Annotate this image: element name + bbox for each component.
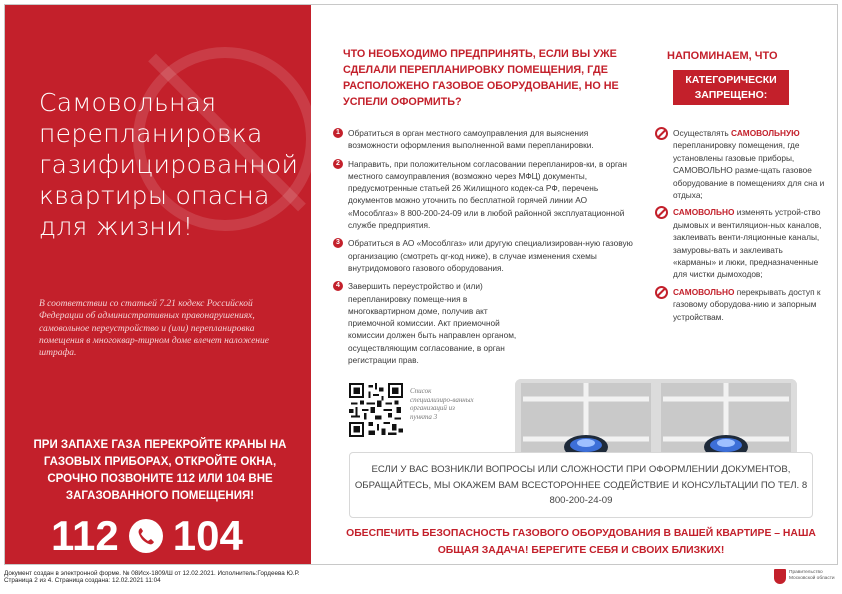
steps-heading: ЧТО НЕОБХОДИМО ПРЕДПРИНЯТЬ, ЕСЛИ ВЫ УЖЕ СДЕЛАЛИ ПЕРЕПЛАНИРОВКУ ПОМЕЩЕНИЯ, ГДЕ РАСПОЛОЖЕНО ГАЗОВОЕ ОБОРУДОВАНИЕ, НО НЕ УСПЕЛИ ОФОРМИТЬ? (343, 48, 619, 108)
step-number: 1 (333, 128, 343, 138)
contact-box: ЕСЛИ У ВАС ВОЗНИКЛИ ВОПРОСЫ ИЛИ СЛОЖНОСТИ ПРИ ОФОРМЛЕНИИ ДОКУМЕНТОВ, ОБРАЩАЙТЕСЬ, МЫ ОКАЖЕМ ВАМ ВСЕСТОРОННЕЕ СОДЕЙСТВИЕ И КОНСУЛЬТАЦИИ ПО ТЕЛ. 8 800-200-24-09 (349, 452, 813, 518)
reminder-heading: НАПОМИНАЕМ, ЧТО (667, 50, 778, 62)
step-item (333, 127, 639, 152)
step-text: Направить, при положительном согласовании перепланиров-ки, в орган местного самоуправления (возможно через МФЦ) документы, предусмотренные статьей 26 Жилищного кодек-са РФ, перечень документов можно уточнить по бесплатной горячей линии АО «Мособлгаз» 8 800-200-24-09 или в любой районной эксплуатационной службе предприятия. (348, 158, 627, 231)
prohibited-badge: КАТЕГОРИЧЕСКИ ЗАПРЕЩЕНО: (673, 70, 789, 105)
phone-icon (129, 519, 163, 553)
leaflet (4, 4, 838, 565)
phone-112: 112 (51, 512, 119, 559)
phone-104: 104 (172, 512, 243, 559)
step-text: Обратиться в орган местного самоуправления для выяснения возможности оформления выполненной вами перепланировки. (348, 128, 594, 151)
step-item (333, 158, 639, 232)
step-item (333, 237, 639, 274)
prohibition-icon (655, 127, 668, 140)
emergency-phones (51, 513, 291, 559)
gas-stove-illustration (515, 379, 797, 463)
moscow-oblast-emblem-icon (774, 569, 786, 584)
prohibited-item: САМОВОЛЬНО изменять устрой-ство дымовых и вентиляцион-ных каналов, заклеивать венти-ляционные каналы, замуровы-вать и заклеивать «карманы» и люки, предназначенные для чистки дымоходов; (655, 206, 827, 280)
qr-code[interactable] (349, 383, 403, 437)
qr-caption: Список специализиро-ванных организаций из пункта 3 (410, 387, 474, 421)
step-number: 2 (333, 159, 343, 169)
document-footer (4, 570, 299, 585)
step-number: 3 (333, 238, 343, 248)
final-slogan: ОБЕСПЕЧИТЬ БЕЗОПАСНОСТЬ ГАЗОВОГО ОБОРУДОВАНИЯ В ВАШЕЙ КВАРТИРЕ – НАША ОБЩАЯ ЗАДАЧА! БЕРЕГИТЕ СЕБЯ И СВОИХ БЛИЗКИХ! (346, 528, 816, 556)
government-logo-text: Правительство Московской области (789, 570, 835, 581)
step-number: 4 (333, 281, 343, 291)
prohibition-icon (655, 206, 668, 219)
steps-list (333, 127, 639, 372)
left-red-panel (5, 5, 311, 565)
footer-line-2: Страница 2 из 4. Страница создана: 12.02.2021 11:04 (4, 577, 161, 585)
gas-smell-instruction: ПРИ ЗАПАХЕ ГАЗА ПЕРЕКРОЙТЕ КРАНЫ НА ГАЗОВЫХ ПРИБОРАХ, ОТКРОЙТЕ ОКНА, СРОЧНО ПОЗВОНИТЕ 112 ИЛИ 104 ВНЕ ЗАГАЗОВАННОГО ПОМЕЩЕНИЯ! (33, 439, 287, 502)
step-text: Обратиться в АО «Мособлгаз» или другую специализирован-ную газовую организацию (смотреть qr-код ниже), в случае изменения схемы внутридомового газового оборудования. (348, 238, 633, 273)
footer-line-1: Документ создан в электронной форме. № 08Исх-1809/Ш от 12.02.2021. Исполнитель:Гордеева Ю.Р. (4, 570, 300, 577)
prohibited-list (655, 127, 827, 328)
prohibited-item: Осуществлять САМОВОЛЬНУЮ перепланировку помещения, где установлены газовые приборы, САМОВОЛЬНО разме-щать газовое оборудование в помещениях для сна и отдыха; (655, 127, 827, 201)
prohibited-item: САМОВОЛЬНО перекрывать доступ к газовому оборудова-нию и запорным устройствам. (655, 286, 827, 323)
step-text: Завершить переустройство и (или) перепланировку помеще-ния в многоквартирном доме, получив акт приемочной комиссии. Акт приемочной комиссии должен быть направлен органом, осуществляющим согласование, в орган регистрации прав. (348, 281, 517, 366)
main-title: Самовольная перепланировка газифицированной квартиры опасна для жизни! (39, 88, 299, 241)
prohibition-icon (655, 286, 668, 299)
law-note: В соответствии со статьей 7.21 кодекс Российской Федерации об административных правонарушениях, самовольное переустройство и (или) перепланировка помещения в многоквар-тирном доме влечет наложение штрафа. (39, 299, 269, 359)
step-item (333, 280, 523, 366)
